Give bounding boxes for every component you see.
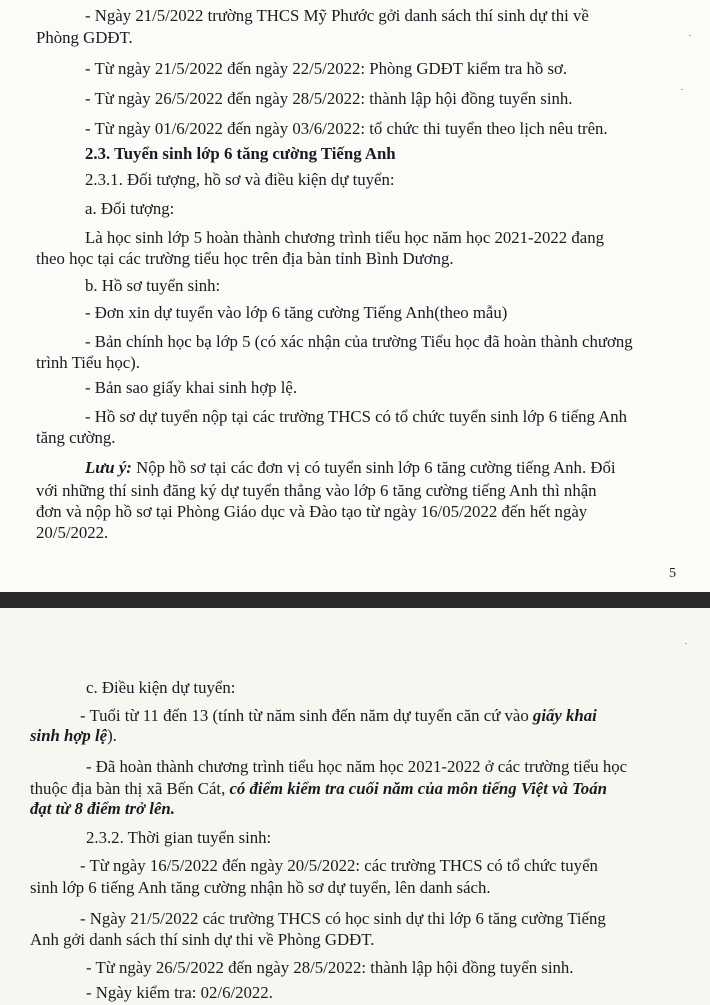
margin-mark: · <box>684 638 688 650</box>
text-line: sinh lớp 6 tiếng Anh tăng cường nhận hồ sơ dự tuyển, lên danh sách. <box>30 878 491 897</box>
text-line: b. Hồ sơ tuyển sinh: <box>85 276 221 295</box>
text-line: a. Đối tượng: <box>85 199 175 218</box>
text-line: Anh gởi danh sách thí sinh dự thi về Phòng GDĐT. <box>30 930 375 949</box>
text-line: theo học tại các trường tiểu học trên địa bàn tỉnh Bình Dương. <box>36 249 454 268</box>
text-line: Phòng GDĐT. <box>36 28 133 47</box>
page-number: 5 <box>669 566 676 581</box>
text-line: - Từ ngày 26/5/2022 đến ngày 28/5/2022: thành lập hội đồng tuyển sinh. <box>86 958 574 977</box>
subsection-heading: 2.3.1. Đối tượng, hồ sơ và điều kiện dự tuyển: <box>85 170 395 189</box>
text-line: - Đơn xin dự tuyển vào lớp 6 tăng cường Tiếng Anh(theo mẫu) <box>85 303 508 322</box>
section-heading: 2.3. Tuyển sinh lớp 6 tăng cường Tiếng Anh <box>85 144 396 163</box>
margin-mark: · <box>688 30 692 42</box>
text-line: c. Điều kiện dự tuyển: <box>86 678 236 697</box>
text-line: - Từ ngày 21/5/2022 đến ngày 22/5/2022: Phòng GDĐT kiểm tra hồ sơ. <box>85 59 568 78</box>
text-line: - Ngày 21/5/2022 các trường THCS có học sinh dự thi lớp 6 tăng cường Tiếng <box>80 909 606 928</box>
subsection-heading: 2.3.2. Thời gian tuyển sinh: <box>86 828 272 847</box>
text-line: sinh hợp lệ). <box>30 726 117 745</box>
text-line: - Tuổi từ 11 đến 13 (tính từ năm sinh đến năm dự tuyển căn cứ vào giấy khai <box>80 706 597 725</box>
text-line: thuộc địa bàn thị xã Bến Cát, có điểm kiểm tra cuối năm của môn tiếng Việt và Toán <box>30 779 607 798</box>
text-line: - Bản sao giấy khai sinh hợp lệ. <box>85 378 298 397</box>
note-line: Lưu ý: Nộp hồ sơ tại các đơn vị có tuyển sinh lớp 6 tăng cường tiếng Anh. Đối <box>85 458 616 477</box>
margin-mark: · <box>680 84 684 96</box>
text-line: 20/5/2022. <box>36 523 109 542</box>
text-line: - Bản chính học bạ lớp 5 (có xác nhận của trường Tiểu học đã hoàn thành chương <box>85 332 633 351</box>
text-line: - Ngày kiểm tra: 02/6/2022. <box>86 983 273 1002</box>
text-line: với những thí sinh đăng ký dự tuyển thẳng vào lớp 6 tăng cường tiếng Anh thì nhận <box>36 481 597 500</box>
note-label: Lưu ý: <box>85 458 132 477</box>
text-line: Là học sinh lớp 5 hoàn thành chương trình tiểu học năm học 2021-2022 đang <box>85 228 604 247</box>
text-line: - Từ ngày 01/6/2022 đến ngày 03/6/2022: tổ chức thi tuyển theo lịch nêu trên. <box>85 119 608 138</box>
text-line: trình Tiểu học). <box>36 353 140 372</box>
text-line: - Hồ sơ dự tuyển nộp tại các trường THCS có tổ chức tuyển sinh lớp 6 tiếng Anh <box>85 407 628 426</box>
text-line: - Ngày 21/5/2022 trường THCS Mỹ Phước gởi danh sách thí sinh dự thi về <box>85 6 589 25</box>
text-line: đạt từ 8 điểm trở lên. <box>30 799 175 818</box>
text-line: - Từ ngày 26/5/2022 đến ngày 28/5/2022: thành lập hội đồng tuyển sinh. <box>85 89 573 108</box>
text-line: đơn và nộp hồ sơ tại Phòng Giáo dục và Đào tạo từ ngày 16/05/2022 đến hết ngày <box>36 502 588 521</box>
text-line: - Từ ngày 16/5/2022 đến ngày 20/5/2022: các trường THCS có tổ chức tuyển <box>80 856 598 875</box>
text-line: tăng cường. <box>36 428 116 447</box>
document-page-2 <box>0 608 710 1005</box>
text-line: - Đã hoàn thành chương trình tiểu học năm học 2021-2022 ở các trường tiểu học <box>86 757 628 776</box>
